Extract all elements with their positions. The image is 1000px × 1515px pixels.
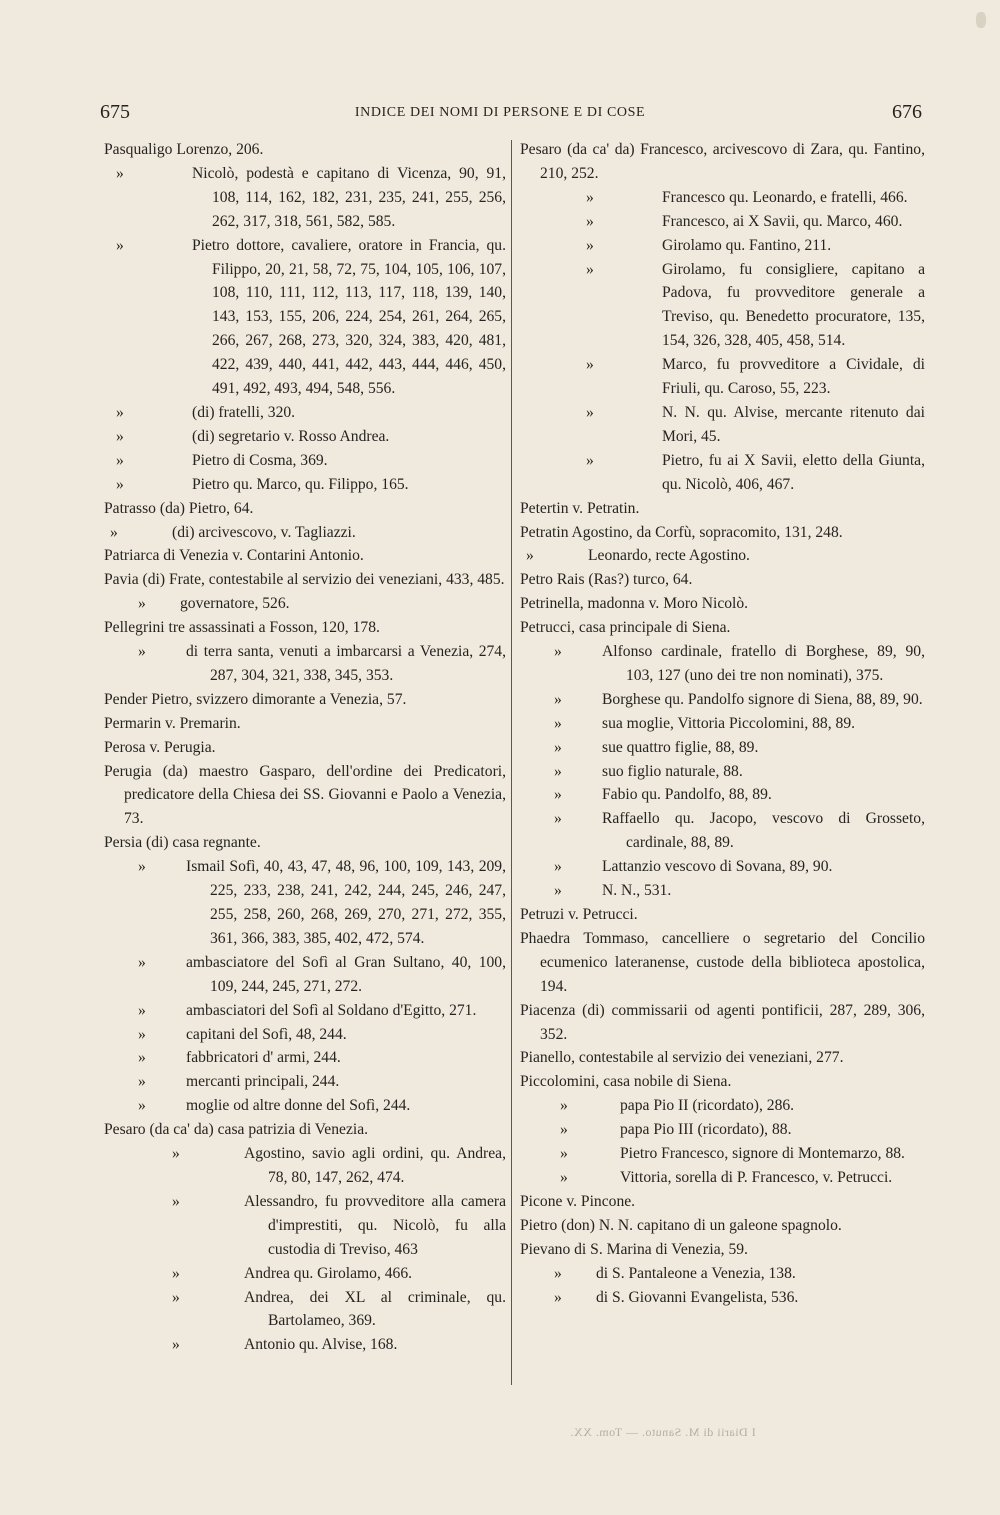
index-entry	[520, 1094, 925, 1118]
index-entry-text: Pietro, fu ai X Savii, eletto della Giunta, qu. Nicolò, 406, 467.	[662, 451, 925, 493]
index-entry	[104, 1190, 506, 1262]
index-entry	[520, 999, 925, 1047]
page-number-right: 676	[892, 101, 922, 123]
ditto-mark: »	[560, 1097, 568, 1115]
ditto-mark: »	[110, 523, 118, 541]
index-entry	[520, 401, 925, 449]
ditto-mark: »	[138, 1025, 146, 1043]
index-entry	[520, 640, 925, 688]
index-entry	[104, 1118, 506, 1142]
index-entry-text: (di) fratelli, 320.	[192, 403, 296, 421]
index-entry	[520, 497, 925, 521]
index-entry-text: Alessandro, fu provveditore alla camera d'imprestiti, qu. Nicolò, fu alla custodia di Treviso, 463	[244, 1192, 506, 1258]
index-entry	[104, 473, 506, 497]
index-entry-text: Petrinella, madonna v. Moro Nicolò.	[520, 595, 749, 613]
index-entry-text: di S. Pantaleone a Venezia, 138.	[596, 1264, 796, 1282]
ditto-mark: »	[586, 403, 594, 421]
index-entry	[520, 568, 925, 592]
index-entry	[104, 138, 506, 162]
index-entry	[520, 927, 925, 999]
index-entry-text: Leonardo, recte Agostino.	[588, 547, 750, 565]
index-entry	[520, 1262, 925, 1286]
index-entry	[520, 879, 925, 903]
index-entry-text: Agostino, savio agli ordini, qu. Andrea, 78, 80, 147, 262, 474.	[244, 1145, 506, 1186]
index-entry-text: di terra santa, venuti a imbarcarsi a Venezia, 274, 287, 304, 321, 338, 345, 353.	[186, 643, 506, 684]
index-entry	[520, 1118, 925, 1142]
index-entry	[520, 1238, 925, 1262]
index-entry	[520, 544, 925, 568]
index-entry-text: Pietro di Cosma, 369.	[192, 451, 328, 469]
index-column-left	[104, 138, 506, 1357]
index-entry-text: Petro Rais (Ras?) turco, 64.	[520, 571, 693, 589]
index-entry	[520, 138, 925, 186]
index-entry-text: Persia (di) casa regnante.	[104, 834, 261, 852]
index-entry	[520, 1046, 925, 1070]
index-entry-text: governatore, 526.	[180, 595, 290, 613]
index-entry-text: ambasciatore del Sofì al Gran Sultano, 40, 100, 109, 244, 245, 271, 272.	[186, 953, 506, 995]
index-entry	[104, 521, 506, 545]
ditto-mark: »	[554, 643, 562, 661]
ditto-mark: »	[586, 188, 594, 206]
index-entry-text: Girolamo, fu consigliere, capitano a Padova, fu provveditore generale a Treviso, qu. Benedetto procuratore, 135, 154, 326, 328, 405, 458, 514.	[662, 260, 925, 350]
ditto-mark: »	[116, 427, 124, 445]
index-entry	[104, 544, 506, 568]
index-entry-text: Phaedra Tommaso, cancelliere o segretario del Concilio ecumenico lateranense, custode della biblioteca apostolica, 194.	[520, 929, 925, 995]
index-entry-text: Francesco, ai X Savii, qu. Marco, 460.	[662, 212, 903, 230]
index-entry	[520, 616, 925, 640]
index-entry	[520, 855, 925, 879]
index-entry	[520, 903, 925, 927]
index-entry-text: Pievano di S. Marina di Venezia, 59.	[520, 1240, 748, 1258]
index-entry-text: Pesaro (da ca' da) casa patrizia di Venezia.	[104, 1121, 369, 1139]
ditto-mark: »	[172, 1336, 180, 1354]
index-entry-text: Alfonso cardinale, fratello di Borghese, 89, 90, 103, 127 (uno dei tre non nominati), 375.	[602, 643, 925, 684]
index-entry	[520, 807, 925, 855]
ditto-mark: »	[172, 1192, 180, 1210]
index-entry-text: Pietro Francesco, signore di Montemarzo, 88.	[620, 1145, 905, 1163]
index-entry	[520, 186, 925, 210]
ditto-mark: »	[560, 1145, 568, 1163]
column-divider	[511, 140, 512, 1385]
index-entry-text: (di) arcivescovo, v. Tagliazzi.	[172, 523, 356, 541]
index-entry-text: (di) segretario v. Rosso Andrea.	[192, 427, 390, 445]
index-entry	[104, 1333, 506, 1357]
index-entry-text: Antonio qu. Alvise, 168.	[244, 1336, 398, 1354]
ditto-mark: »	[554, 810, 562, 828]
index-entry	[104, 1286, 506, 1334]
page-header	[0, 103, 1000, 127]
paper-stain	[976, 12, 986, 28]
index-entry-text: Petertin v. Petratin.	[520, 499, 640, 517]
index-entry-text: Francesco qu. Leonardo, e fratelli, 466.	[662, 188, 908, 206]
ditto-mark: »	[554, 858, 562, 876]
ditto-mark: »	[138, 643, 146, 661]
ditto-mark: »	[138, 595, 146, 613]
index-entry-text: Pellegrini tre assassinati a Fosson, 120, 178.	[104, 619, 380, 637]
index-entry	[104, 1023, 506, 1047]
index-entry	[104, 688, 506, 712]
ditto-mark: »	[138, 953, 146, 971]
index-entry	[520, 449, 925, 497]
index-entry-text: Picone v. Pincone.	[520, 1192, 636, 1210]
index-entry-text: Pianello, contestabile al servizio dei veneziani, 277.	[520, 1049, 844, 1067]
index-entry	[104, 1046, 506, 1070]
index-entry	[520, 1190, 925, 1214]
index-entry-text: Petrucci, casa principale di Siena.	[520, 619, 731, 637]
index-entry	[520, 592, 925, 616]
index-entry	[520, 353, 925, 401]
ditto-mark: »	[554, 1264, 562, 1282]
index-entry	[104, 831, 506, 855]
ditto-mark: »	[554, 786, 562, 804]
ditto-mark: »	[554, 882, 562, 900]
index-entry-text: Pesaro (da ca' da) Francesco, arcivescovo di Zara, qu. Fantino, 210, 252.	[520, 141, 925, 182]
ditto-mark: »	[138, 1097, 146, 1115]
index-entry	[104, 1094, 506, 1118]
ditto-mark: »	[138, 1001, 146, 1019]
index-entry	[520, 258, 925, 354]
index-entry	[520, 783, 925, 807]
index-entry	[104, 449, 506, 473]
index-entry	[104, 1142, 506, 1190]
index-entry-text: Permarin v. Premarin.	[104, 714, 241, 732]
index-entry-text: fabbricatori d' armi, 244.	[186, 1049, 341, 1067]
index-entry	[520, 760, 925, 784]
index-entry-text: Pietro (don) N. N. capitano di un galeone spagnolo.	[520, 1216, 842, 1234]
ditto-mark: »	[138, 1049, 146, 1067]
ditto-mark: »	[560, 1168, 568, 1186]
index-entry	[104, 592, 506, 616]
index-entry-text: Pietro qu. Marco, qu. Filippo, 165.	[192, 475, 409, 493]
index-entry-text: Fabio qu. Pandolfo, 88, 89.	[602, 786, 772, 804]
index-entry	[520, 521, 925, 545]
index-entry	[104, 497, 506, 521]
index-entry	[520, 1286, 925, 1310]
index-entry	[104, 568, 506, 592]
ditto-mark: »	[138, 1073, 146, 1091]
index-entry	[104, 425, 506, 449]
index-entry	[104, 401, 506, 425]
index-entry	[104, 999, 506, 1023]
index-entry	[520, 1142, 925, 1166]
index-entry-text: Pasqualigo Lorenzo, 206.	[104, 141, 264, 158]
index-entry-text: Girolamo qu. Fantino, 211.	[662, 236, 832, 254]
ditto-mark: »	[116, 403, 124, 421]
index-entry	[104, 234, 506, 401]
running-title: INDICE DEI NOMI DI PERSONE E DI COSE	[354, 105, 646, 120]
ditto-mark: »	[554, 690, 562, 708]
index-entry	[520, 712, 925, 736]
index-entry-text: Nicolò, podestà e capitano di Vicenza, 90, 91, 108, 114, 162, 182, 231, 235, 241, 255, 256, 262, 317, 318, 561, 582, 585.	[192, 164, 506, 230]
index-entry-text: Perosa v. Perugia.	[104, 738, 216, 756]
index-entry	[104, 1262, 506, 1286]
ditto-mark: »	[586, 212, 594, 230]
index-entry-text: Pender Pietro, svizzero dimorante a Venezia, 57.	[104, 690, 407, 708]
index-entry-text: Piacenza (di) commissarii od agenti pontificii, 287, 289, 306, 352.	[520, 1001, 925, 1043]
index-entry	[104, 616, 506, 640]
index-entry	[104, 951, 506, 999]
index-entry-text: Patriarca di Venezia v. Contarini Antonio.	[104, 547, 364, 565]
ditto-mark: »	[554, 738, 562, 756]
index-entry	[520, 736, 925, 760]
index-entry-text: sue quattro figlie, 88, 89.	[602, 738, 759, 756]
index-entry-text: Borghese qu. Pandolfo signore di Siena, 88, 89, 90.	[602, 690, 923, 708]
index-entry-text: Ismail Sofì, 40, 43, 47, 48, 96, 100, 109, 143, 209, 225, 233, 238, 241, 242, 244, 245, 246, 247, 255, 258, 260, 268, 269, 270, 271, 272, 355, 361, 366, 383, 385, 402, 472, 574.	[186, 858, 506, 947]
ditto-mark: »	[554, 762, 562, 780]
ditto-mark: »	[586, 260, 594, 278]
index-entry-text: Perugia (da) maestro Gasparo, dell'ordine dei Predicatori, predicatore della Chiesa dei SS. Giovanni e Paolo a Venezia, 73.	[104, 762, 506, 828]
index-entry-text: Andrea, dei XL al criminale, qu. Bartolameo, 369.	[244, 1288, 506, 1330]
ditto-mark: »	[526, 547, 534, 565]
ditto-mark: »	[138, 858, 146, 876]
index-entry	[104, 760, 506, 832]
ditto-mark: »	[586, 356, 594, 374]
index-entry-text: Petruzi v. Petrucci.	[520, 906, 638, 923]
ditto-mark: »	[560, 1121, 568, 1139]
ditto-mark: »	[172, 1264, 180, 1282]
index-entry-text: Vittoria, sorella di P. Francesco, v. Petrucci.	[620, 1168, 893, 1186]
ditto-mark: »	[172, 1145, 180, 1163]
index-entry	[104, 162, 506, 234]
index-entry-text: sua moglie, Vittoria Piccolomini, 88, 89.	[602, 714, 856, 732]
index-entry	[520, 234, 925, 258]
ditto-mark: »	[116, 164, 124, 182]
index-entry-text: papa Pio II (ricordato), 286.	[620, 1097, 795, 1115]
index-entry-text: mercanti principali, 244.	[186, 1073, 340, 1091]
index-entry-text: capitani del Sofì, 48, 244.	[186, 1025, 347, 1043]
page-number-left: 675	[100, 101, 130, 123]
index-entry	[104, 736, 506, 760]
index-entry-text: Patrasso (da) Pietro, 64.	[104, 499, 254, 517]
index-entry-text: Petratin Agostino, da Corfù, sopracomito, 131, 248.	[520, 523, 843, 541]
ditto-mark: »	[172, 1288, 180, 1306]
index-entry-text: Piccolomini, casa nobile di Siena.	[520, 1073, 732, 1091]
index-entry	[104, 1070, 506, 1094]
index-entry-text: N. N. qu. Alvise, mercante ritenuto dai Mori, 45.	[662, 403, 925, 445]
ditto-mark: »	[116, 451, 124, 469]
index-entry	[520, 1214, 925, 1238]
index-entry-text: papa Pio III (ricordato), 88.	[620, 1121, 792, 1139]
index-entry-text: Marco, fu provveditore a Cividale, di Friuli, qu. Caroso, 55, 223.	[662, 356, 925, 398]
index-entry	[520, 1166, 925, 1190]
index-entry-text: ambasciatori del Sofì al Soldano d'Egitto, 271.	[186, 1001, 477, 1019]
bleed-through-footer: I Diarii di M. Sanuto. — Tom. XX.	[570, 1425, 756, 1439]
index-entry-text: moglie od altre donne del Sofì, 244.	[186, 1097, 411, 1115]
ditto-mark: »	[554, 1288, 562, 1306]
index-entry	[104, 712, 506, 736]
index-entry-text: Raffaello qu. Jacopo, vescovo di Grosseto, cardinale, 88, 89.	[602, 810, 925, 852]
index-entry-text: N. N., 531.	[602, 882, 672, 900]
index-column-right	[520, 138, 925, 1309]
index-entry	[104, 855, 506, 951]
index-entry-text: suo figlio naturale, 88.	[602, 762, 743, 780]
index-entry	[520, 210, 925, 234]
ditto-mark: »	[586, 236, 594, 254]
index-entry	[104, 640, 506, 688]
index-entry-text: di S. Giovanni Evangelista, 536.	[596, 1288, 799, 1306]
index-entry-text: Andrea qu. Girolamo, 466.	[244, 1264, 413, 1282]
index-entry	[520, 688, 925, 712]
index-entry-text: Pavia (di) Frate, contestabile al servizio dei veneziani, 433, 485.	[104, 571, 505, 589]
index-entry	[520, 1070, 925, 1094]
ditto-mark: »	[554, 714, 562, 732]
index-entry-text: Pietro dottore, cavaliere, oratore in Francia, qu. Filippo, 20, 21, 58, 72, 75, 104, 105, 106, 107, 108, 110, 111, 112, 113, 117, 118, 139, 140, 143, 153, 155, 206, 224, 254, 261, 264, 265, 266, 267, 268, 273, 320, 324, 383, 420, 481, 422, 439, 440, 441, 442, 443, 444, 446, 450, 491, 492, 493, 494, 548, 556.	[192, 236, 506, 398]
ditto-mark: »	[116, 236, 124, 254]
ditto-mark: »	[586, 451, 594, 469]
ditto-mark: »	[116, 475, 124, 493]
index-entry-text: Lattanzio vescovo di Sovana, 89, 90.	[602, 858, 833, 876]
